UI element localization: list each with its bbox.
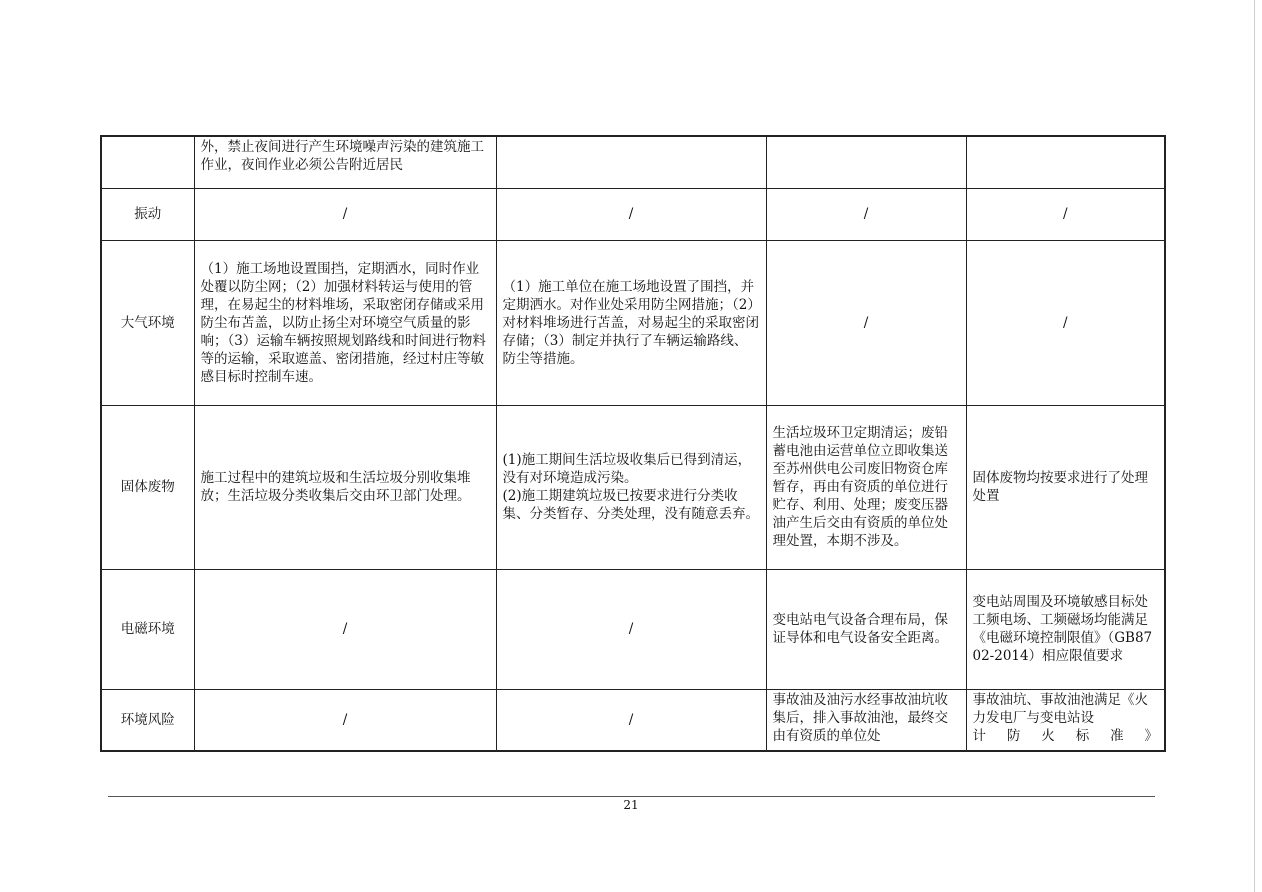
table-row bbox=[101, 405, 1165, 569]
requirement-cell: / bbox=[194, 569, 496, 689]
row-label bbox=[101, 136, 194, 188]
row-label: 大气环境 bbox=[101, 240, 194, 405]
implementation-cell: (1)施工期间生活垃圾收集后已得到清运，没有对环境造成污染。 (2)施工期建筑垃圾已按要求进行分类收集、分类暂存、分类处理，没有随意丢弃。 bbox=[496, 405, 766, 569]
result-cell: 固体废物均按要求进行了处理处置 bbox=[966, 405, 1165, 569]
implementation-cell: / bbox=[496, 569, 766, 689]
requirement-cell: 外，禁止夜间进行产生环境噪声污染的建筑施工作业，夜间作业必须公告附近居民 bbox=[194, 136, 496, 188]
requirement-cell: 施工过程中的建筑垃圾和生活垃圾分别收集堆放；生活垃圾分类收集后交由环卫部门处理。 bbox=[194, 405, 496, 569]
result-cell: 变电站周围及环境敏感目标处工频电场、工频磁场均能满足《电磁环境控制限值》（GB8702-2014）相应限值要求 bbox=[966, 569, 1165, 689]
row-label: 电磁环境 bbox=[101, 569, 194, 689]
result-text-line: 事故油坑、事故油池满足《火力发电厂与变电站设 bbox=[972, 691, 1148, 726]
operation-measure-cell: 事故油及油污水经事故油坑收集后，排入事故油池，最终交由有资质的单位处 bbox=[766, 689, 966, 751]
implementation-cell: / bbox=[496, 689, 766, 751]
result-cell bbox=[966, 136, 1165, 188]
table-row bbox=[101, 240, 1165, 405]
table-row bbox=[101, 689, 1165, 751]
operation-measure-cell: / bbox=[766, 188, 966, 240]
requirement-cell: （1）施工场地设置围挡，定期洒水，同时作业处覆以防尘网；（2）加强材料转运与使用的管理，在易起尘的材料堆场，采取密闭存储或采用防尘布苫盖，以防止扬尘对环境空气质量的影响；（3）运输车辆按照规划路线和时间进行物料等的运输，采取遮盖、密闭措施，经过村庄等敏感目标时控制车速。 bbox=[194, 240, 496, 405]
page-edge-line bbox=[1254, 0, 1255, 892]
requirement-cell: / bbox=[194, 689, 496, 751]
result-text-line: 计 防 火 标 准 》 bbox=[972, 727, 1158, 744]
operation-measure-cell: 生活垃圾环卫定期清运；废铅蓄电池由运营单位立即收集送至苏州供电公司废旧物资仓库暂存，再由有资质的单位进行贮存、利用、处理；废变压器油产生后交由有资质的单位处理处置，本期不涉及。 bbox=[766, 405, 966, 569]
result-cell bbox=[966, 689, 1165, 751]
page-number: 21 bbox=[623, 798, 639, 812]
operation-measure-cell: 变电站电气设备合理布局，保证导体和电气设备安全距离。 bbox=[766, 569, 966, 689]
operation-measure-cell bbox=[766, 136, 966, 188]
operation-measure-cell: / bbox=[766, 240, 966, 405]
row-label: 固体废物 bbox=[101, 405, 194, 569]
table-row bbox=[101, 136, 1165, 188]
result-cell: / bbox=[966, 188, 1165, 240]
row-label: 振动 bbox=[101, 188, 194, 240]
row-label: 环境风险 bbox=[101, 689, 194, 751]
table-row bbox=[101, 188, 1165, 240]
implementation-cell: （1）施工单位在施工场地设置了围挡，并定期洒水。对作业处采用防尘网措施；（2）对材料堆场进行苫盖，对易起尘的采取密闭存储；（3）制定并执行了车辆运输路线、防尘等措施。 bbox=[496, 240, 766, 405]
table-row bbox=[101, 569, 1165, 689]
requirement-cell: / bbox=[194, 188, 496, 240]
environmental-measures-table bbox=[100, 135, 1166, 752]
footer-divider bbox=[108, 796, 1155, 797]
result-cell: / bbox=[966, 240, 1165, 405]
implementation-cell bbox=[496, 136, 766, 188]
implementation-cell: / bbox=[496, 188, 766, 240]
